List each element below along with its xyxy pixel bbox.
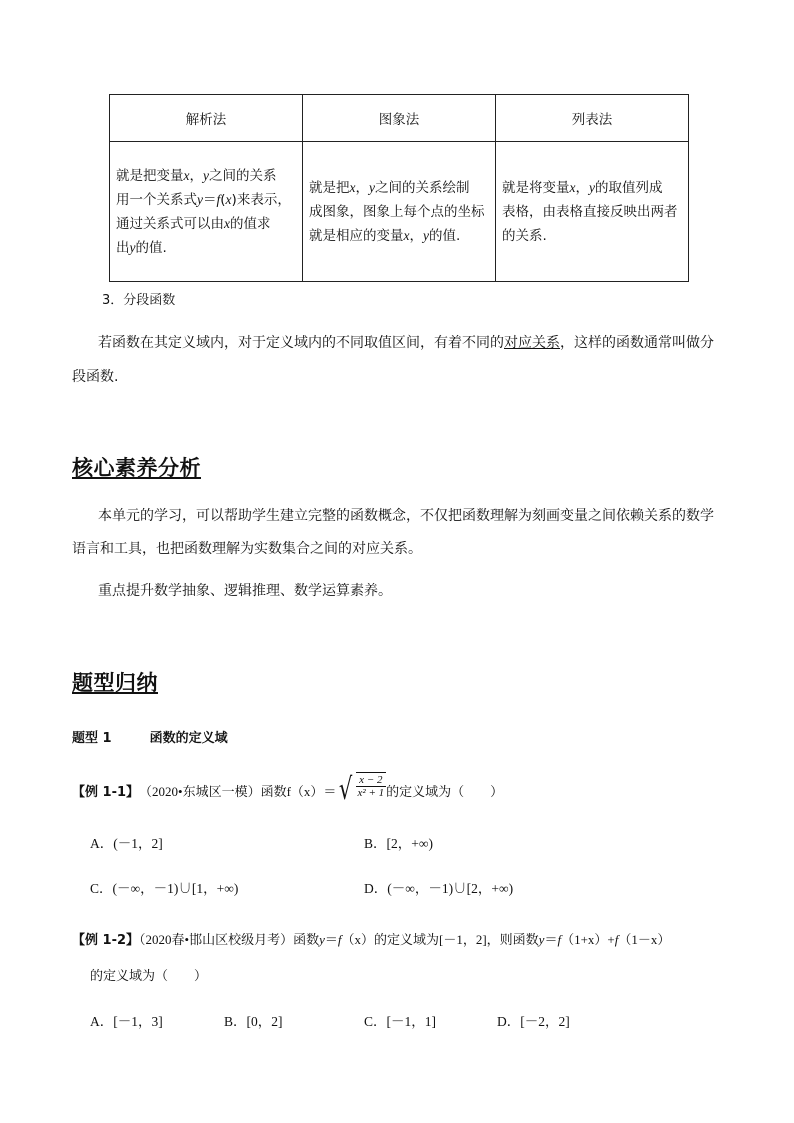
fraction-numerator: x − 2 bbox=[356, 774, 387, 787]
example-1-2: 【例 1-2】（2020春•邯山区校级月考）函数y＝f（x）的定义域为[－1，2]，则函数y＝f（1+x）+f（1－x） bbox=[72, 932, 671, 948]
cell-analytic: 就是把变量x，y之间的关系 用一个关系式y＝f(x)来表示， 通过关系式可以由x的值求 出y的值. bbox=[110, 142, 303, 282]
correspondence-link[interactable]: 对应关系 bbox=[504, 335, 560, 351]
core-line-2: 语言和工具，也把函数理解为实数集合之间的对应关系。 bbox=[72, 541, 422, 557]
option-b[interactable]: B．[2，+∞) bbox=[364, 836, 433, 851]
table-row bbox=[110, 142, 689, 282]
option-a[interactable]: A．[－1，3] bbox=[90, 1014, 163, 1029]
section-number: 3．分段函数 bbox=[102, 293, 176, 308]
cell-graphic: 就是把x，y之间的关系绘制 成图象，图象上每个点的坐标 就是相应的变量x，y的值. bbox=[303, 142, 496, 282]
fraction-denominator: x² + 1 bbox=[357, 787, 385, 799]
piecewise-paragraph: 若函数在其定义域内，对于定义域内的不同取值区间，有着不同的对应关系，这样的函数通常叫做分 bbox=[98, 335, 714, 351]
option-a[interactable]: A．(－1，2] bbox=[90, 836, 163, 851]
sqrt-expression bbox=[336, 772, 386, 808]
core-line-1: 本单元的学习，可以帮助学生建立完整的函数概念，不仅把函数理解为刻画变量之间依赖关系的数学 bbox=[98, 508, 714, 524]
example-1-1 bbox=[72, 767, 503, 813]
table-header-row bbox=[110, 95, 689, 142]
example-1-2-line2: 的定义域为（ ） bbox=[90, 969, 208, 984]
option-b[interactable]: B．[0，2] bbox=[224, 1014, 283, 1029]
option-c[interactable]: C．(－∞，－1)∪[1，+∞) bbox=[90, 881, 239, 896]
option-d[interactable]: D．(－∞，－1)∪[2，+∞) bbox=[364, 881, 514, 896]
core-heading: 核心素养分析 bbox=[72, 456, 201, 480]
example-tail: 的定义域为（ ） bbox=[386, 784, 504, 800]
option-c[interactable]: C．[－1，1] bbox=[364, 1014, 436, 1029]
example-source: （2020•东城区一模）函数f（x）＝ bbox=[139, 783, 337, 799]
methods-table bbox=[109, 94, 689, 282]
example-tag: 【例 1-1】 bbox=[72, 784, 140, 800]
option-d[interactable]: D．[－2，2] bbox=[497, 1014, 570, 1029]
core-line-3: 重点提升数学抽象、逻辑推理、数学运算素养。 bbox=[98, 583, 392, 599]
cell-tabular: 就是将变量x，y的取值列成 表格，由表格直接反映出两者 的关系. bbox=[496, 142, 689, 282]
piecewise-paragraph-line2: 段函数. bbox=[72, 369, 119, 385]
types-heading: 题型归纳 bbox=[72, 671, 158, 695]
type1-title: 题型 1 函数的定义域 bbox=[72, 731, 228, 746]
header-analytic: 解析法 bbox=[110, 95, 303, 142]
example-tag: 【例 1-2】 bbox=[72, 933, 140, 948]
header-tabular: 列表法 bbox=[496, 95, 689, 142]
sqrt-icon: √ bbox=[339, 772, 353, 807]
header-graphic: 图象法 bbox=[303, 95, 496, 142]
